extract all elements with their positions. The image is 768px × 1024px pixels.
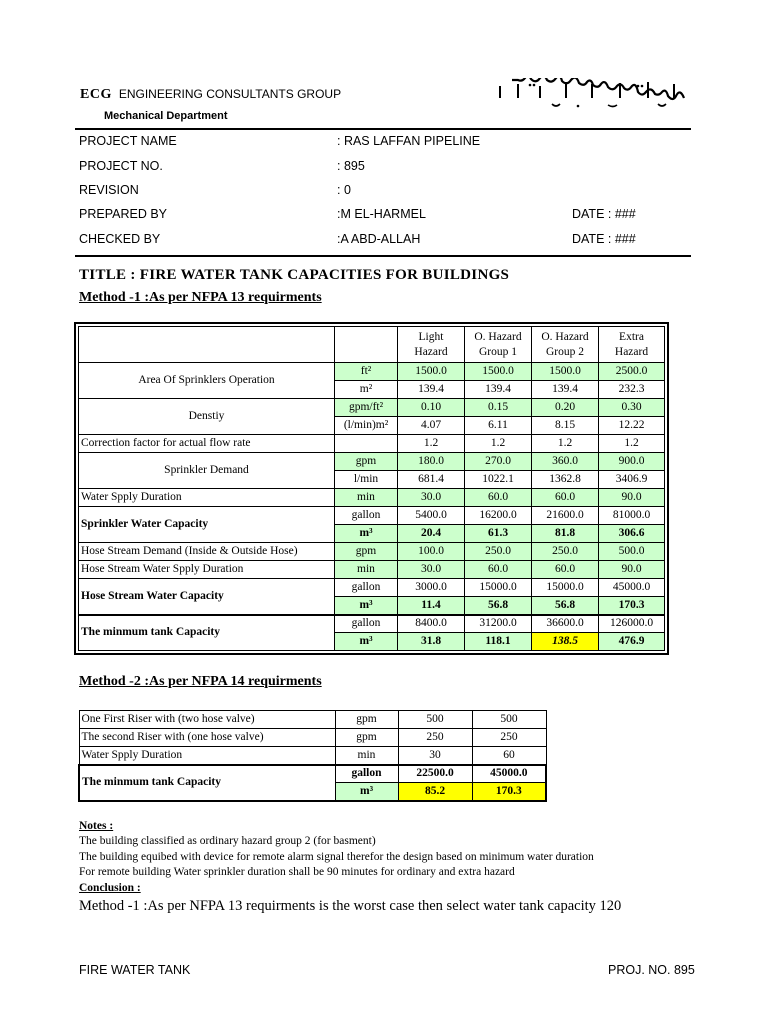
unit-cell: m² [335, 381, 398, 399]
value-cell: 100.0 [398, 543, 465, 561]
value-cell: 139.4 [398, 381, 465, 399]
value-cell: 30.0 [398, 561, 465, 579]
unit-cell [335, 435, 398, 453]
value-cell: 31200.0 [465, 615, 532, 633]
unit-cell: gallon [335, 507, 398, 525]
column-header [465, 327, 532, 363]
value-cell: 500 [472, 711, 546, 729]
project-no-label: PROJECT NO. [79, 159, 163, 173]
value-cell: 1500.0 [398, 363, 465, 381]
unit-cell: min [335, 561, 398, 579]
method2-table [78, 710, 547, 802]
value-cell: 126000.0 [599, 615, 665, 633]
prepared-by-value: :M EL-HARMEL [337, 207, 426, 221]
unit-cell: ft² [335, 363, 398, 381]
value-cell: 306.6 [599, 525, 665, 543]
footer-project-number: PROJ. NO. 895 [608, 963, 695, 977]
table-row [79, 453, 665, 471]
table-row [79, 747, 546, 765]
value-cell: 360.0 [532, 453, 599, 471]
table-row [79, 507, 665, 525]
row-label: Denstiy [79, 399, 335, 435]
column-header-line: O. Hazard [474, 330, 522, 343]
column-header-line: Group 1 [478, 345, 517, 358]
row-label: Water Spply Duration [79, 489, 335, 507]
value-cell: 60 [472, 747, 546, 765]
value-cell: 8.15 [532, 417, 599, 435]
prepared-by-label: PREPARED BY [79, 207, 167, 221]
value-cell: 0.30 [599, 399, 665, 417]
company-abbr: ECG [80, 87, 112, 102]
checked-date: DATE : ### [572, 232, 636, 246]
value-cell: 1500.0 [532, 363, 599, 381]
table-row [79, 711, 546, 729]
value-cell: 170.3 [599, 597, 665, 615]
value-cell: 500.0 [599, 543, 665, 561]
row-label: Hose Stream Water Spply Duration [79, 561, 335, 579]
unit-cell: m³ [335, 597, 398, 615]
unit-cell: min [335, 489, 398, 507]
info-rule [75, 255, 691, 257]
value-cell: 81000.0 [599, 507, 665, 525]
table-row [79, 615, 665, 633]
unit-cell: gpm [335, 711, 398, 729]
value-cell: 85.2 [398, 783, 472, 801]
unit-cell: gpm [335, 729, 398, 747]
unit-cell: (l/min)m² [335, 417, 398, 435]
row-label: Hose Stream Demand (Inside & Outside Hose) [79, 543, 335, 561]
method1-heading: Method -1 :As per NFPA 13 requirments [79, 290, 322, 305]
note-item: For remote building Water sprinkler duration shall be 90 minutes for ordinary and extra hazard [79, 866, 515, 878]
value-cell: 250 [398, 729, 472, 747]
unit-cell: m³ [335, 783, 398, 801]
value-cell: 56.8 [465, 597, 532, 615]
unit-cell: m³ [335, 633, 398, 651]
header-blank-cell [79, 327, 335, 363]
column-header-line: O. Hazard [541, 330, 589, 343]
value-cell: 6.11 [465, 417, 532, 435]
value-cell: 1.2 [599, 435, 665, 453]
value-cell: 11.4 [398, 597, 465, 615]
method1-table [78, 326, 665, 651]
row-label: Area Of Sprinklers Operation [79, 363, 335, 399]
prepared-date: DATE : ### [572, 207, 636, 221]
value-cell: 5400.0 [398, 507, 465, 525]
value-cell: 250 [472, 729, 546, 747]
value-cell: 15000.0 [465, 579, 532, 597]
revision-value: : 0 [337, 183, 351, 197]
selected-value-cell: 138.5 [532, 633, 599, 651]
value-cell: 30.0 [398, 489, 465, 507]
row-label: Sprinkler Water Capacity [79, 507, 335, 543]
unit-cell: gpm/ft² [335, 399, 398, 417]
value-cell: 16200.0 [465, 507, 532, 525]
value-cell: 232.3 [599, 381, 665, 399]
value-cell: 60.0 [465, 561, 532, 579]
column-header-line: Light [418, 330, 444, 343]
conclusion-heading: Conclusion : [79, 882, 141, 894]
value-cell: 0.10 [398, 399, 465, 417]
value-cell: 30 [398, 747, 472, 765]
company-header [80, 87, 341, 103]
value-cell: 681.4 [398, 471, 465, 489]
value-cell: 56.8 [532, 597, 599, 615]
table-row [79, 363, 665, 381]
unit-cell: gallon [335, 765, 398, 783]
unit-cell: gallon [335, 615, 398, 633]
value-cell: 1.2 [398, 435, 465, 453]
table-row [79, 399, 665, 417]
column-header [599, 327, 665, 363]
unit-cell: gallon [335, 579, 398, 597]
value-cell: 1362.8 [532, 471, 599, 489]
value-cell: 118.1 [465, 633, 532, 651]
unit-cell: gpm [335, 453, 398, 471]
value-cell: 3406.9 [599, 471, 665, 489]
table-row [79, 543, 665, 561]
value-cell: 81.8 [532, 525, 599, 543]
row-label: Hose Stream Water Capacity [79, 579, 335, 615]
row-label: The minmum tank Capacity [79, 615, 335, 651]
row-label: Correction factor for actual flow rate [79, 435, 335, 453]
value-cell: 0.15 [465, 399, 532, 417]
row-label: The second Riser with (one hose valve) [79, 729, 335, 747]
row-label: Water Spply Duration [79, 747, 335, 765]
column-header-line: Hazard [414, 345, 448, 358]
unit-cell: l/min [335, 471, 398, 489]
column-header-line: Hazard [614, 345, 649, 358]
value-cell: 250.0 [465, 543, 532, 561]
notes-heading: Notes : [79, 820, 114, 832]
project-name-label: PROJECT NAME [79, 134, 177, 148]
company-name: ENGINEERING CONSULTANTS GROUP [118, 87, 342, 101]
value-cell: 250.0 [532, 543, 599, 561]
value-cell: 36600.0 [532, 615, 599, 633]
value-cell: 3000.0 [398, 579, 465, 597]
page-title: TITLE : FIRE WATER TANK CAPACITIES FOR BUILDINGS [79, 267, 510, 283]
header-rule [75, 128, 691, 130]
value-cell: 60.0 [532, 561, 599, 579]
unit-cell: gpm [335, 543, 398, 561]
row-label: One First Riser with (two hose valve) [79, 711, 335, 729]
value-cell: 170.3 [472, 783, 546, 801]
value-cell: 60.0 [465, 489, 532, 507]
row-label: Sprinkler Demand [79, 453, 335, 489]
value-cell: 90.0 [599, 489, 665, 507]
value-cell: 31.8 [398, 633, 465, 651]
value-cell: 21600.0 [532, 507, 599, 525]
value-cell: 20.4 [398, 525, 465, 543]
value-cell: 139.4 [465, 381, 532, 399]
value-cell: 1.2 [532, 435, 599, 453]
project-no-value: : 895 [337, 159, 365, 173]
column-header [398, 327, 465, 363]
value-cell: 4.07 [398, 417, 465, 435]
value-cell: 900.0 [599, 453, 665, 471]
note-item: The building classified as ordinary hazard group 2 (for basment) [79, 835, 376, 847]
header-blank-cell [335, 327, 398, 363]
checked-by-value: :A ABD-ALLAH [337, 232, 421, 246]
table-row [79, 561, 665, 579]
column-header-line: Group 2 [545, 345, 584, 358]
column-header [532, 327, 599, 363]
table-row [79, 327, 665, 363]
department: Mechanical Department [104, 110, 228, 122]
note-item: The building equibed with device for remote alarm signal therefor the design based on minimum water duration [79, 851, 594, 863]
table-row [79, 435, 665, 453]
value-cell: 139.4 [532, 381, 599, 399]
conclusion-text: Method -1 :As per NFPA 13 requirments is the worst case then select water tank capacity 120 [79, 898, 622, 914]
method2-heading: Method -2 :As per NFPA 14 requirments [79, 674, 322, 689]
checked-by-label: CHECKED BY [79, 232, 161, 246]
value-cell: 12.22 [599, 417, 665, 435]
arabic-logo-text [488, 78, 688, 110]
value-cell: 8400.0 [398, 615, 465, 633]
table-row [79, 765, 546, 783]
footer-title: FIRE WATER TANK [79, 963, 191, 977]
unit-cell: m³ [335, 525, 398, 543]
revision-label: REVISION [79, 183, 139, 197]
value-cell: 60.0 [532, 489, 599, 507]
value-cell: 45000.0 [472, 765, 546, 783]
value-cell: 476.9 [599, 633, 665, 651]
value-cell: 61.3 [465, 525, 532, 543]
value-cell: 180.0 [398, 453, 465, 471]
value-cell: 22500.0 [398, 765, 472, 783]
project-name-value: : RAS LAFFAN PIPELINE [337, 134, 481, 148]
table-row [79, 729, 546, 747]
value-cell: 45000.0 [599, 579, 665, 597]
column-header-line: Extra [619, 330, 644, 343]
value-cell: 2500.0 [599, 363, 665, 381]
table-row [79, 489, 665, 507]
value-cell: 270.0 [465, 453, 532, 471]
value-cell: 15000.0 [532, 579, 599, 597]
value-cell: 0.20 [532, 399, 599, 417]
value-cell: 1500.0 [465, 363, 532, 381]
value-cell: 1.2 [465, 435, 532, 453]
unit-cell: min [335, 747, 398, 765]
value-cell: 90.0 [599, 561, 665, 579]
value-cell: 500 [398, 711, 472, 729]
row-label: The minmum tank Capacity [79, 765, 335, 801]
table-row [79, 579, 665, 597]
value-cell: 1022.1 [465, 471, 532, 489]
